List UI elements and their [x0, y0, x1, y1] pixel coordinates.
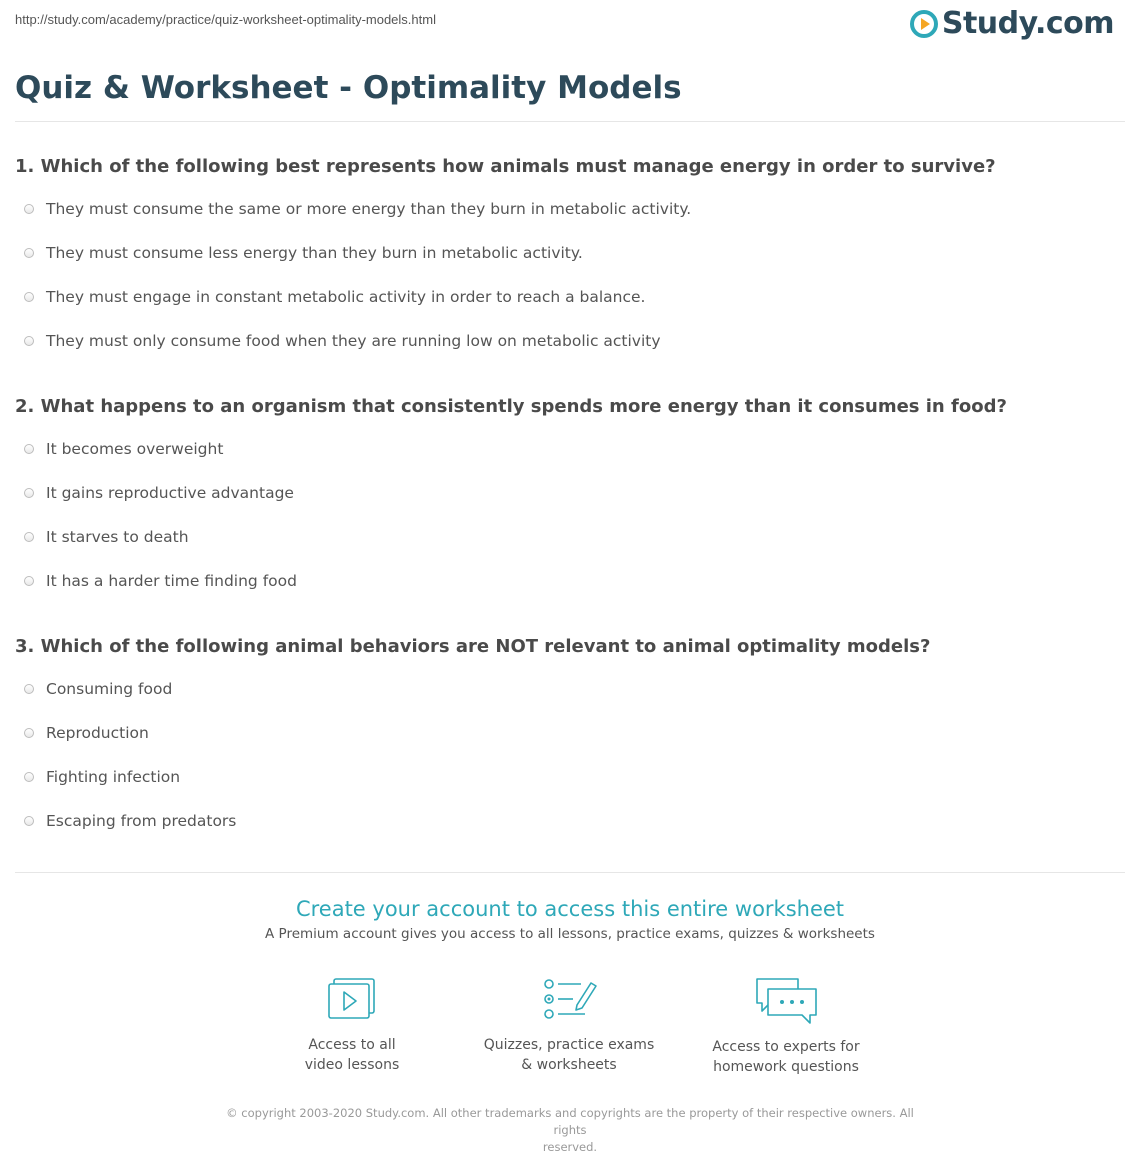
feature-label-line: video lessons: [304, 1057, 400, 1073]
page-url: http://study.com/academy/practice/quiz-worksheet-optimality-models.html: [15, 12, 436, 27]
radio-button[interactable]: [24, 728, 34, 738]
option-label: They must engage in constant metabolic activity in order to reach a balance.: [46, 288, 646, 306]
answer-option[interactable]: [24, 724, 149, 742]
copyright-line: © copyright 2003-2020 Study.com. All other trademarks and copyrights are the property of their respective owners. All rights: [226, 1106, 914, 1137]
radio-button[interactable]: [24, 248, 34, 258]
answer-option[interactable]: [24, 288, 645, 306]
feature-experts: [686, 975, 886, 1077]
chat-bubbles-icon: [754, 975, 818, 1027]
radio-button[interactable]: [24, 292, 34, 302]
radio-button[interactable]: [24, 816, 34, 826]
option-label: They must only consume food when they are running low on metabolic activity: [46, 332, 661, 350]
answer-option[interactable]: [24, 200, 691, 218]
option-label: They must consume less energy than they burn in metabolic activity.: [46, 244, 583, 262]
title-divider: [15, 121, 1125, 122]
copyright-line: reserved.: [542, 1140, 598, 1154]
radio-button[interactable]: [24, 576, 34, 586]
radio-button[interactable]: [24, 488, 34, 498]
option-label: Reproduction: [46, 724, 149, 742]
radio-button[interactable]: [24, 444, 34, 454]
radio-button[interactable]: [24, 772, 34, 782]
video-lessons-icon: [324, 975, 380, 1025]
page-title: Quiz & Worksheet - Optimality Models: [15, 70, 682, 106]
answer-option[interactable]: [24, 680, 172, 698]
premium-description: A Premium account gives you access to all lessons, practice exams, quizzes & worksheets: [265, 926, 875, 942]
answer-option[interactable]: [24, 528, 189, 546]
feature-video-lessons: [252, 975, 452, 1075]
study-logo[interactable]: [910, 6, 1114, 41]
radio-button[interactable]: [24, 336, 34, 346]
answer-option[interactable]: [24, 768, 180, 786]
answer-option[interactable]: [24, 812, 236, 830]
option-label: It gains reproductive advantage: [46, 484, 294, 502]
question-3: 3. Which of the following animal behaviors are NOT relevant to animal optimality models?: [15, 636, 931, 657]
answer-option[interactable]: [24, 244, 583, 262]
feature-label-line: & worksheets: [521, 1057, 617, 1073]
quiz-checklist-icon: [539, 975, 599, 1025]
option-label: Escaping from predators: [46, 812, 237, 830]
answer-option[interactable]: [24, 484, 294, 502]
cta-divider: [15, 872, 1125, 873]
option-label: It starves to death: [46, 528, 189, 546]
feature-label-line: Access to experts for: [712, 1039, 860, 1055]
answer-option[interactable]: [24, 440, 223, 458]
radio-button[interactable]: [24, 204, 34, 214]
feature-label-line: Quizzes, practice exams: [483, 1037, 655, 1053]
question-1: 1. Which of the following best represents how animals must manage energy in order to survive?: [15, 156, 996, 177]
question-2: 2. What happens to an organism that consistently spends more energy than it consumes in food?: [15, 396, 1007, 417]
radio-button[interactable]: [24, 532, 34, 542]
option-label: It becomes overweight: [46, 440, 224, 458]
option-label: It has a harder time finding food: [46, 572, 297, 590]
option-label: They must consume the same or more energy than they burn in metabolic activity.: [46, 200, 692, 218]
radio-button[interactable]: [24, 684, 34, 694]
copyright-notice: [215, 1105, 925, 1156]
logo-text: Study.com: [941, 6, 1114, 41]
answer-option[interactable]: [24, 332, 661, 350]
feature-quizzes: [469, 975, 669, 1075]
option-label: Fighting infection: [46, 768, 181, 786]
create-account-link[interactable]: Create your account to access this entire worksheet: [295, 897, 845, 921]
play-logo-icon: [910, 10, 938, 38]
feature-label-line: Access to all: [308, 1037, 396, 1053]
answer-option[interactable]: [24, 572, 297, 590]
feature-label-line: homework questions: [713, 1059, 859, 1075]
option-label: Consuming food: [46, 680, 173, 698]
